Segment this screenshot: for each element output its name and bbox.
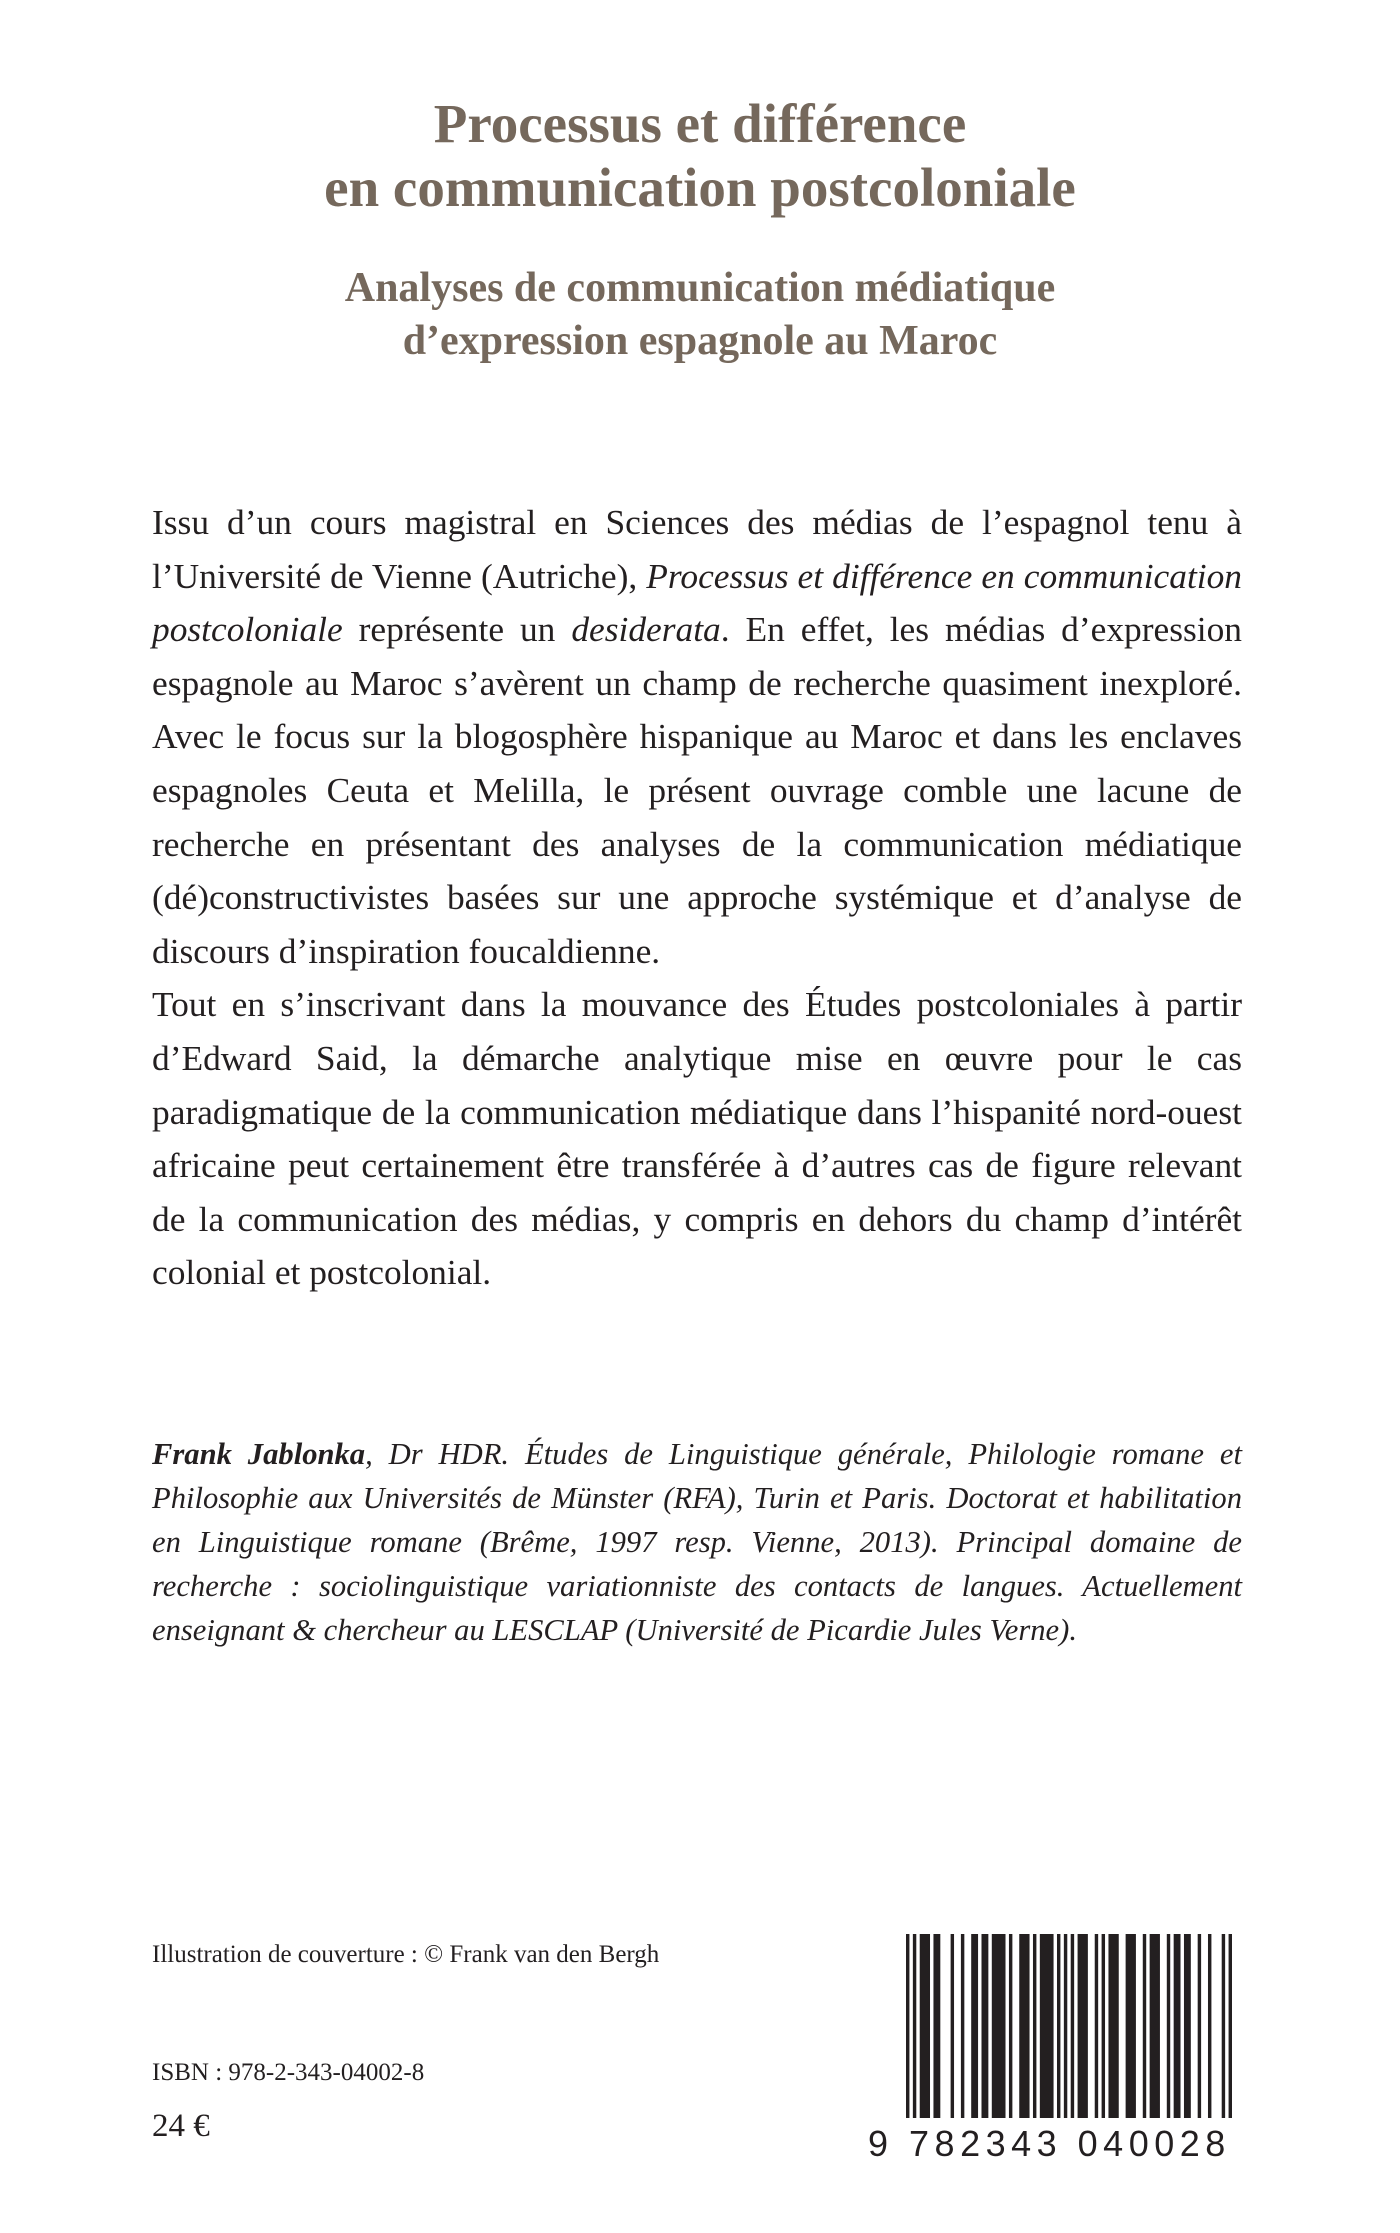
barcode-bar bbox=[1057, 1934, 1060, 2140]
book-subtitle-line-1: Analyses de communication médiatique bbox=[344, 265, 1056, 311]
barcode-bar bbox=[1167, 1934, 1170, 2140]
description-p1-part-a: Issu d’un cours magistral en Sciences des médias de l’espagnol tenu à l’Université de Vienne (Autriche), bbox=[152, 502, 1242, 596]
isbn-barcode bbox=[856, 1934, 1246, 2170]
barcode-bar bbox=[1174, 1934, 1181, 2140]
author-biography bbox=[152, 1432, 1242, 1652]
barcode-bar bbox=[1064, 1934, 1067, 2140]
barcode-bars bbox=[906, 1934, 1232, 2140]
description-p1-part-b: représente un bbox=[342, 609, 572, 650]
isbn-number: ISBN : 978-2-343-04002-8 bbox=[152, 2059, 425, 2086]
barcode-bar bbox=[981, 1934, 988, 2140]
barcode-digits: 9 782343 040028 bbox=[868, 2118, 1244, 2170]
barcode-bar bbox=[1102, 1934, 1105, 2140]
barcode-bar bbox=[1009, 1934, 1012, 2140]
barcode-bar bbox=[1184, 1934, 1191, 2140]
description-paragraph-2: Tout en s’inscrivant dans la mouvance des Études postcoloniales à partir d’Edward Said, la démarche analytique mise en œuvre pour le cas paradigmatique de la communication médiatique dans l’hispanité nord-ouest africaine peut certainement être transférée à d’autres cas de figure relevant de la communication des médias, y compris en dehors du champ d’intérêt colonial et postcolonial. bbox=[152, 984, 1242, 1293]
book-subtitle-line-2: d’expression espagnole au Maroc bbox=[402, 318, 998, 364]
barcode-bar bbox=[961, 1934, 964, 2140]
barcode-bar bbox=[933, 1934, 940, 2140]
barcode-bar bbox=[1198, 1934, 1201, 2140]
barcode-bar bbox=[1222, 1934, 1225, 2140]
barcode-bar bbox=[1040, 1934, 1054, 2140]
barcode-bar bbox=[1150, 1934, 1160, 2140]
author-bio-text: , Dr HDR. Études de Linguistique générale, Philologie romane et Philosophie aux Universités de Münster (RFA), Turin et Paris. Doctorat et habilitation en Linguistique romane (Brême, 1997 resp. Vienne, 2013). Principal domaine de recherche : sociolinguistique variationniste des contacts de langues. Actuellement enseignant & chercheur au LESCLAP (Université de Picardie Jules Verne). bbox=[152, 1437, 1242, 1647]
barcode-bar bbox=[951, 1934, 954, 2140]
barcode-bar bbox=[1095, 1934, 1098, 2140]
barcode-bar bbox=[992, 1934, 1006, 2140]
price-label: 24 € bbox=[152, 2108, 210, 2144]
book-title bbox=[0, 92, 1400, 220]
description-italic-book-title: Processus et différence en communication postcoloniale bbox=[152, 555, 1243, 650]
barcode-bar bbox=[1108, 1934, 1118, 2140]
description-paragraph-1 bbox=[152, 496, 1242, 978]
barcode-bar bbox=[1143, 1934, 1146, 2140]
barcode-bar bbox=[1071, 1934, 1074, 2140]
barcode-bar bbox=[1078, 1934, 1088, 2140]
book-title-line-1: Processus et différence bbox=[433, 93, 967, 154]
barcode-bar bbox=[1033, 1934, 1036, 2140]
barcode-bar bbox=[971, 1934, 978, 2140]
description-italic-desiderata: desiderata bbox=[571, 609, 721, 650]
book-title-line-2: en communication postcoloniale bbox=[324, 157, 1076, 218]
barcode-bar bbox=[913, 1934, 916, 2140]
book-description bbox=[152, 496, 1242, 1300]
barcode-bar bbox=[1208, 1934, 1211, 2140]
barcode-bar bbox=[1126, 1934, 1136, 2140]
barcode-bar bbox=[1019, 1934, 1029, 2140]
barcode-bar bbox=[906, 1934, 909, 2140]
barcode-bar bbox=[920, 1934, 930, 2140]
book-subtitle bbox=[0, 262, 1400, 368]
barcode-bar bbox=[1229, 1934, 1232, 2140]
description-p1-part-c: . En effet, les médias d’expression espagnole au Maroc s’avèrent un champ de recherche quasiment inexploré. Avec le focus sur la blogosphère hispanique au Maroc et dans les enclaves espagnoles Ceuta et Melilla, le présent ouvrage comble une lacune de recherche en présentant des analyses de la communication médiatique (dé)constructivistes basées sur une approche systémique et d’analyse de discours d’inspiration foucaldienne. bbox=[152, 609, 1242, 971]
cover-illustration-credit: Illustration de couverture : © Frank van den Bergh bbox=[152, 1941, 660, 1968]
author-name: Frank Jablonka bbox=[152, 1437, 366, 1471]
